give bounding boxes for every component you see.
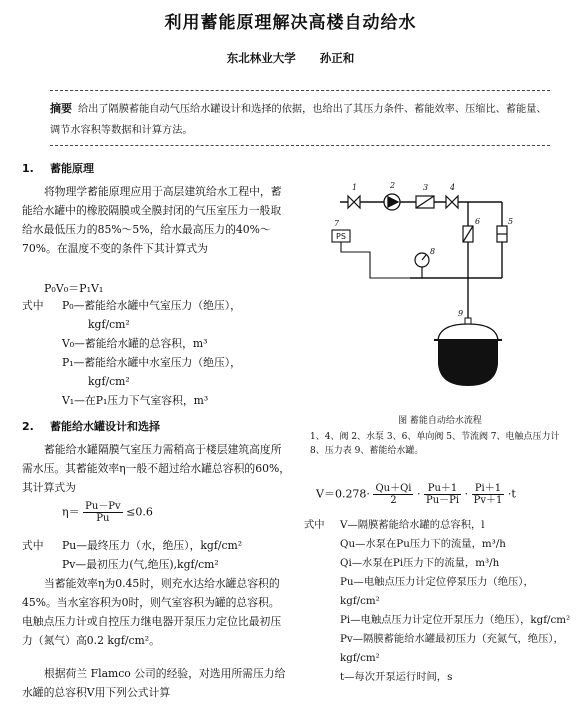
check-valve-3-icon (416, 196, 434, 208)
label-8: 8 (430, 247, 436, 256)
def-pi: Pi—电触点压力计定位开泵压力（绝压），kgf/cm² (340, 614, 571, 626)
valve-4-icon (446, 196, 458, 208)
figure-legend: 1、4、阀 2、水泵 3、6、单向阀 5、节流阀 7、电触点压力计 8、压力表 9、蓄能给水罐。 (310, 432, 560, 456)
label-4: 4 (450, 183, 456, 192)
def-t: t—每次开泵运行时间，s (340, 671, 453, 683)
tank-icon (434, 318, 502, 386)
right-where: 式中 (304, 519, 325, 531)
figure-caption: 图 蓄能自动给水流程 (398, 416, 482, 426)
label-7: 7 (334, 219, 340, 228)
valve-1-icon (348, 196, 360, 208)
paper-title: 利用蓄能原理解决高楼自动给水 (164, 13, 417, 33)
section2-paragraph: 蓄能给水罐隔膜气室压力需稍高于楼层建筑高度所需水压。其蓄能效率η一般不超过给水罐总容积的60%，其计算式为 (22, 443, 290, 494)
def-pv: Pv—最初压力(气,绝压),kgf/cm² (62, 558, 219, 571)
def-p0: P₀—蓄能给水罐中气室压力（绝压）， (62, 299, 241, 312)
eta-fraction: $\frac{Pu-Pv}{Pu}$ (85, 501, 121, 524)
pressure-switch-icon (332, 230, 410, 278)
volume-formula: V＝0.278· $\frac{Qu+Qi}{2}$ · $\frac{Pu+1}{Pu-Pi}$ · $\frac{Pi+1}{Pv+1}$ ·t (316, 483, 516, 506)
section1-where: 式中 (22, 299, 44, 312)
def-p1: P₁—蓄能给水罐中水室压力（绝压）， (62, 356, 241, 369)
def-pu: Pu—最终压力（水，绝压），kgf/cm² (62, 539, 243, 552)
ps-label: PS (336, 232, 346, 241)
author-line (0, 50, 581, 66)
def-v0: V₀—蓄能给水罐的总容积，m³ (62, 337, 208, 350)
abstract-label: 摘要 (50, 102, 72, 115)
label-6: 6 (475, 217, 481, 226)
def-v1: V₁—在P₁压力下气室容积，m³ (62, 394, 209, 407)
affiliation: 东北林业大学 (226, 51, 296, 65)
label-2: 2 (390, 181, 396, 190)
def-v: V—隔膜蓄能给水罐的总容积，l (340, 519, 485, 531)
label-9: 9 (458, 309, 464, 318)
def-pu-right: Pu—电触点压力计定位停泵压力（绝压），kgf/cm² (340, 576, 534, 607)
section2-defs (62, 536, 302, 574)
label-1: 1 (352, 183, 358, 192)
pressure-gauge-icon (415, 253, 429, 278)
abstract (50, 98, 550, 141)
check-valve-6-icon (463, 226, 473, 242)
abstract-top-rule (50, 90, 550, 91)
author-name: 孙正和 (319, 51, 355, 65)
eta-formula: η＝ $\frac{Pu-Pv}{Pu}$ ≤0.6 (62, 501, 153, 524)
def-p0-unit: kgf/cm² (88, 318, 130, 331)
abstract-bottom-rule (50, 145, 550, 146)
label-3: 3 (423, 183, 429, 192)
def-qu: Qu—水泵在Pu压力下的流量，m³/h (340, 538, 506, 550)
section2-paragraph3: 根据荷兰 Flamco 公司的经验，对选用所需压力给水罐的总容积V用下列公式计算 (22, 667, 286, 699)
def-pv-right: Pv—隔膜蓄能给水罐最初压力（充氮气，绝压），kgf/cm² (340, 633, 564, 664)
section2-paragraph2: 当蓄能效率η为0.45时，则充水达给水罐总容积的45%。当水室容积为0时，则气室容积为罐的总容积。电触点压力计或自控压力继电器开泵压力定位比最初压力（氮气）高0.2 kgf/cm²。 (22, 577, 282, 647)
section1-paragraph: 将物理学蓄能原理应用于高层建筑给水工程中，蓄能给水罐中的橡胶隔膜或全膜封闭的气压室压力一般取给水最低压力的85%～5%，给水最高压力的40%～70%。在温度不变的条件下其计算式为 (22, 185, 282, 255)
abstract-text: 给出了隔膜蓄能自动气压给水罐设计和选择的依据，也给出了其压力条件、蓄能效率、压缩比、蓄能量、调节水容积等数据和计算方法。 (50, 104, 547, 136)
section1-formula: P₀V₀＝P₁V₁ (44, 282, 104, 295)
section1-defs (62, 296, 292, 410)
right-defs (340, 516, 572, 687)
pump-icon (384, 194, 400, 210)
section1-heading: 1. 蓄能原理 (22, 162, 94, 175)
def-qi: Qi—水泵在Pi压力下的流量，m³/h (340, 557, 500, 569)
def-p1-unit: kgf/cm² (88, 375, 130, 388)
section2-heading: 2. 蓄能给水罐设计和选择 (22, 420, 160, 433)
section2-where: 式中 (22, 539, 44, 552)
label-5: 5 (508, 217, 514, 226)
flow-diagram (330, 168, 530, 408)
throttle-valve-5-icon (497, 226, 507, 242)
